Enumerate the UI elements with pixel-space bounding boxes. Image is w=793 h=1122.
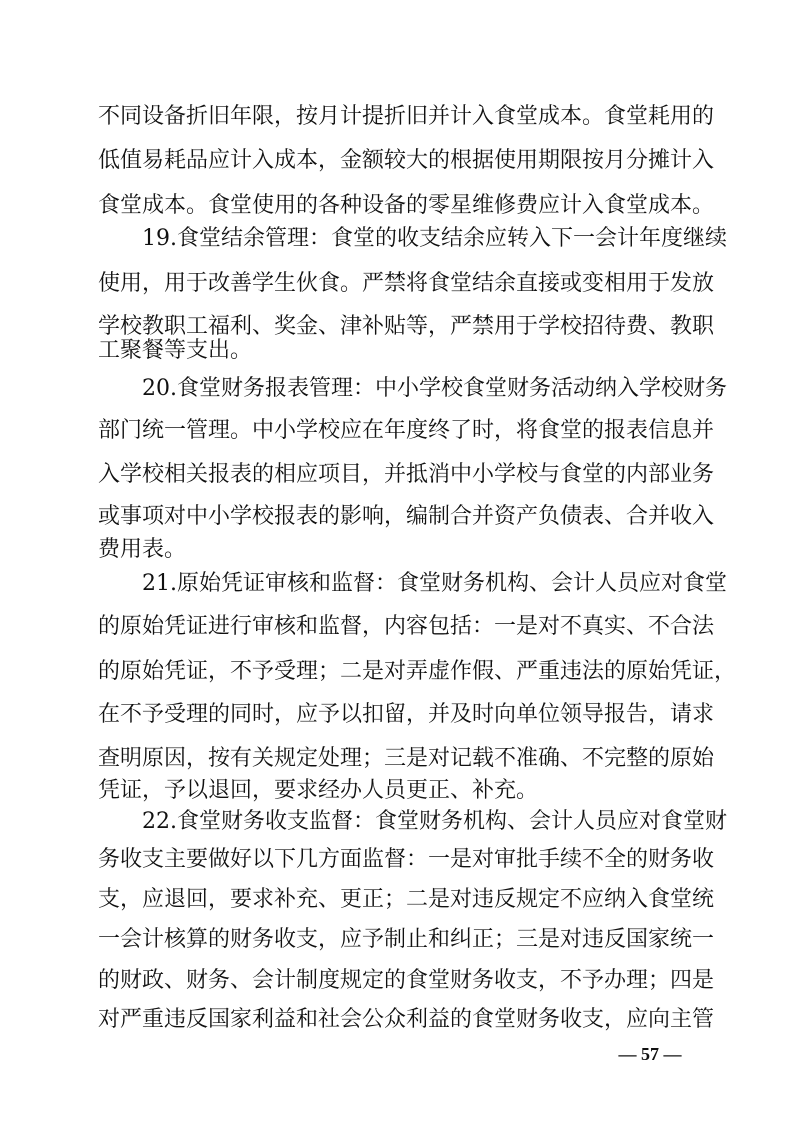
text-line: 务收支主要做好以下几方面监督：一是对审批手续不全的财务收	[98, 847, 715, 872]
text-line: 或事项对中小学校报表的影响，编制合并资产负债表、合并收入	[98, 504, 715, 529]
text-line: 部门统一管理。中小学校应在年度终了时，将食堂的报表信息并	[98, 418, 715, 443]
text-line: 的原始凭证进行审核和监督，内容包括：一是对不真实、不合法	[98, 614, 715, 639]
section-22-heading-line: 22.食堂财务收支监督：食堂财务机构、会计人员应对食堂财	[142, 809, 727, 834]
text-line: 的财政、财务、会计制度规定的食堂财务收支，不予办理；四是	[98, 968, 715, 993]
text-line: 低值易耗品应计入成本，金额较大的根据使用期限按月分摊计入	[98, 148, 715, 173]
text-line: 一会计核算的财务收支，应予制止和纠正；三是对违反国家统一	[98, 927, 715, 952]
text-line: 学校教职工福利、奖金、津补贴等，严禁用于学校招待费、教职	[98, 314, 715, 339]
section-21-heading-line: 21.原始凭证审核和监督：食堂财务机构、会计人员应对食堂	[142, 571, 727, 596]
text-line: 的原始凭证，不予受理；二是对弄虚作假、严重违法的原始凭证，	[98, 659, 737, 684]
text-line: 查明原因，按有关规定处理；三是对记载不准确、不完整的原始	[98, 746, 715, 771]
text-line: 在不予受理的同时，应予以扣留，并及时向单位领导报告，请求	[98, 702, 715, 727]
text-line: 入学校相关报表的相应项目，并抵消中小学校与食堂的内部业务	[98, 462, 715, 487]
text-line: 支，应退回，要求补充、更正；二是对违反规定不应纳入食堂统	[98, 887, 715, 912]
section-20-heading-line: 20.食堂财务报表管理：中小学校食堂财务活动纳入学校财务	[142, 376, 727, 401]
text-line: 使用，用于改善学生伙食。严禁将食堂结余直接或变相用于发放	[98, 271, 715, 296]
page-number: — 57 —	[618, 1044, 682, 1064]
text-line: 凭证，予以退回，要求经办人员更正、补充。	[98, 778, 539, 803]
text-line: 食堂成本。食堂使用的各种设备的零星维修费应计入食堂成本。	[98, 193, 715, 218]
text-line: 费用表。	[98, 537, 187, 562]
text-line: 不同设备折旧年限，按月计提折旧并计入食堂成本。食堂耗用的	[98, 104, 715, 129]
section-19-heading-line: 19.食堂结余管理：食堂的收支结余应转入下一会计年度继续	[142, 226, 727, 251]
text-line: 工聚餐等支出。	[98, 338, 253, 363]
text-line: 对严重违反国家利益和社会公众利益的食堂财务收支，应向主管	[98, 1007, 715, 1032]
